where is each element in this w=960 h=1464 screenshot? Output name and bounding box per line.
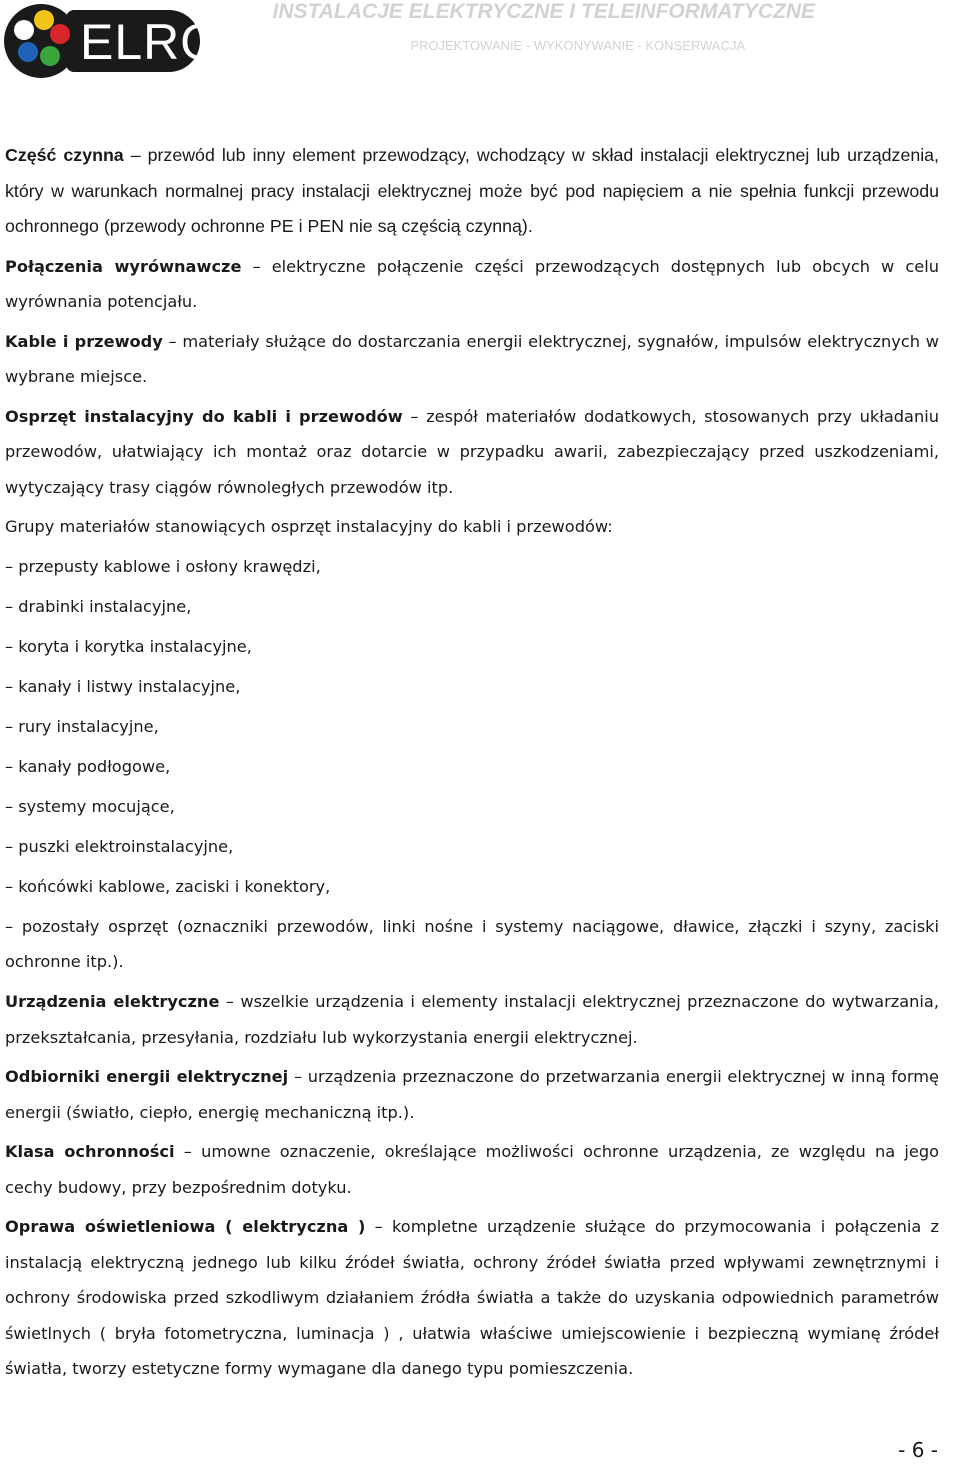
- definition-text: materiały służące do dostarczania energii elektrycznej, sygnałów, impulsów elektrycznych w wybrane miejsce.: [5, 331, 939, 386]
- definition-luminaire: Oprawa oświetleniowa ( elektryczna ) – kompletne urządzenie służące do przymocowania i połączenia z instalacją elektryczną jednego lub kilku źródeł światła, ochrony źródeł światła przed wpływami zewnętrznymi i ochrony środowiska przed szkodliwym działaniem źródła światła a także do uzyskania odpowiednich parametrów świetlnych ( bryła fotometryczna, luminacja ) , ułatwia właściwe umiejscowienie i bezpieczną wymianę źródeł światła, tworzy estetyczne formy wymagane dla danego typu pomieszczenia.: [5, 1217, 939, 1378]
- definition-text: przewód lub inny element przewodzący, wchodzący w skład instalacji elektrycznej lub urządzenia, który w warunkach normalnej pracy instalacji elektrycznej może być pod napięciem a nie spełnia funkcji przewodu ochronnego (przewody ochronne PE i PEN nie są częścią czynną).: [5, 145, 939, 236]
- definition-text: zespół materiałów dodatkowych, stosowanych przy układaniu przewodów, ułatwiający ich montaż oraz dotarcie w przypadku awarii, zabezpieczający przed uszkodzeniami, wytyczający trasy ciągów równoległych przewodów itp.: [5, 406, 939, 497]
- definition-text: urządzenia przeznaczone do przetwarzania energii elektrycznej w inną formę energii (światło, ciepło, energię mechaniczną itp.).: [5, 1067, 940, 1122]
- list-item: – drabinki instalacyjne,: [5, 596, 192, 616]
- logo-dot-white: [14, 20, 34, 40]
- list-item: – kanały podłogowe,: [5, 756, 171, 776]
- list-item: – rury instalacyjne,: [5, 716, 159, 736]
- definition-term: Połączenia wyrównawcze: [5, 256, 242, 276]
- list-item: – puszki elektroinstalacyjne,: [5, 836, 234, 856]
- list-item: – końcówki kablowe, zaciski i konektory,: [5, 876, 331, 896]
- logo-dot-blue: [18, 42, 38, 62]
- header-title: INSTALACJE ELEKTRYCZNE I TELEINFORMATYCZNE: [272, 0, 815, 23]
- definition-term: Część czynna: [5, 145, 124, 165]
- definition-term: Oprawa oświetleniowa ( elektryczna ): [5, 1217, 366, 1236]
- definition-term: Kable i przewody: [5, 331, 163, 351]
- definition-term: Urządzenia elektryczne: [5, 992, 220, 1011]
- elro-logo: [4, 4, 221, 78]
- definition-electrical-devices: Urządzenia elektryczne – wszelkie urządzenia i elementy instalacji elektrycznej przeznaczone do wytwarzania, przekształcania, przesyłania, rozdziału lub wykorzystania energii elektrycznej.: [5, 992, 939, 1047]
- definition-equipotential: Połączenia wyrównawcze – elektryczne połączenie części przewodzących dostępnych lub obcych w celu wyrównania potencjału.: [5, 256, 939, 311]
- definition-text: kompletne urządzenie służące do przymocowania i połączenia z instalacją elektryczną jednego lub kilku źródeł światła, ochrony źródeł światła przed wpływami zewnętrznymi i ochrony środowiska przed szkodliwym działaniem źródła światła a także do uzyskania odpowiednich parametrów świetlnych ( bryła fotometryczna, luminacja ) , ułatwia właściwe umiejscowienie i bezpieczną wymianę źródeł światła, tworzy estetyczne formy wymagane dla danego typu pomieszczenia.: [5, 1217, 939, 1378]
- document-body: [5, 138, 939, 1391]
- logo-dot-red: [50, 24, 70, 44]
- definition-accessories: Osprzęt instalacyjny do kabli i przewodów – zespół materiałów dodatkowych, stosowanych przy układaniu przewodów, ułatwiający ich montaż oraz dotarcie w przypadku awarii, zabezpieczający przed uszkodzeniami, wytyczający trasy ciągów równoległych przewodów itp.: [5, 406, 939, 497]
- logo-wordmark: [66, 10, 221, 72]
- page-number: - 6 -: [898, 1438, 938, 1462]
- list-intro: Grupy materiałów stanowiących osprzęt instalacyjny do kabli i przewodów:: [5, 517, 613, 536]
- list-item: – pozostały osprzęt (oznaczniki przewodów, linki nośne i systemy naciągowe, dławice, złączki i szyny, zaciski ochronne itp.).: [5, 916, 939, 971]
- logo-dot-green: [40, 46, 60, 66]
- definition-term: Osprzęt instalacyjny do kabli i przewodów: [5, 406, 403, 426]
- definition-text: umowne oznaczenie, określające możliwości ochronne urządzenia, ze względu na jego cechy budowy, przy bezpośrednim dotyku.: [5, 1142, 939, 1197]
- logo-text: ELRO: [80, 14, 221, 70]
- header-subtitle: PROJEKTOWANIE - WYKONYWANIE - KONSERWACJA: [410, 38, 745, 53]
- definition-text: elektryczne połączenie części przewodzących dostępnych lub obcych w celu wyrównania potencjału.: [5, 256, 939, 311]
- definition-term: Klasa ochronności: [5, 1142, 175, 1161]
- list-item: – systemy mocujące,: [5, 796, 175, 816]
- definition-text: wszelkie urządzenia i elementy instalacji elektrycznej przeznaczone do wytwarzania, przekształcania, przesyłania, rozdziału lub wykorzystania energii elektrycznej.: [5, 992, 939, 1047]
- definition-active-part: Część czynna – przewód lub inny element przewodzący, wchodzący w skład instalacji elektrycznej lub urządzenia, który w warunkach normalnej pracy instalacji elektrycznej może być pod napięciem a nie spełnia funkcji przewodu ochronnego (przewody ochronne PE i PEN nie są częścią czynną).: [5, 145, 939, 236]
- definition-cables: Kable i przewody – materiały służące do dostarczania energii elektrycznej, sygnałów, impulsów elektrycznych w wybrane miejsce.: [5, 331, 939, 386]
- definition-term: Odbiorniki energii elektrycznej: [5, 1067, 289, 1086]
- page-header: [0, 0, 960, 90]
- definition-protection-class: Klasa ochronności – umowne oznaczenie, określające możliwości ochronne urządzenia, ze względu na jego cechy budowy, przy bezpośrednim dotyku.: [5, 1142, 939, 1197]
- accessory-groups-list: [5, 549, 939, 980]
- list-item: – przepusty kablowe i osłony krawędzi,: [5, 556, 321, 576]
- definition-receivers: Odbiorniki energii elektrycznej – urządzenia przeznaczone do przetwarzania energii elektrycznej w inną formę energii (światło, ciepło, energię mechaniczną itp.).: [5, 1067, 940, 1122]
- list-item: – kanały i listwy instalacyjne,: [5, 676, 241, 696]
- list-item: – koryta i korytka instalacyjne,: [5, 636, 252, 656]
